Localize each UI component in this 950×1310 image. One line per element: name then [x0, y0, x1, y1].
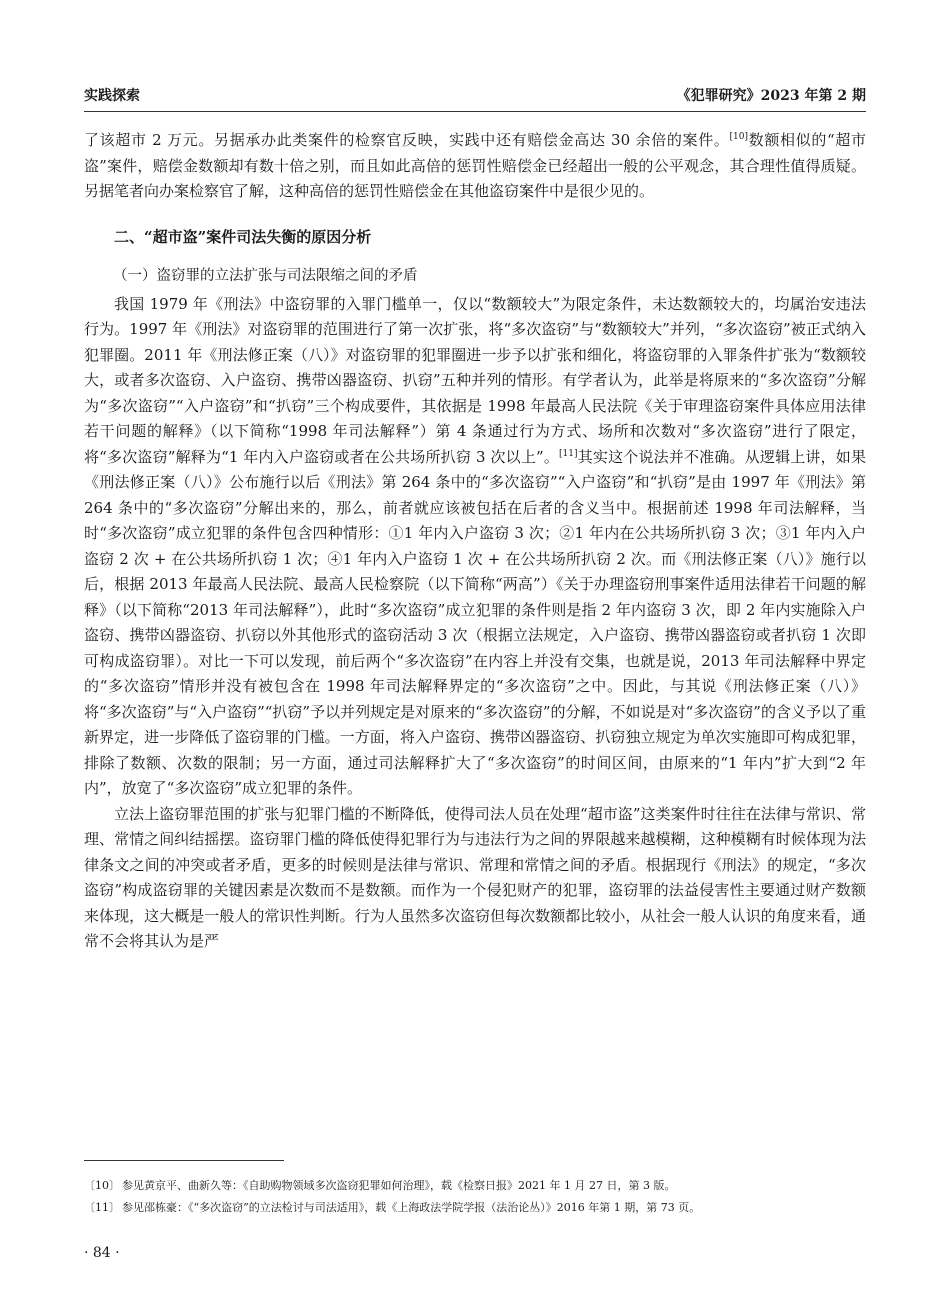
paragraph	[84, 802, 866, 955]
paragraph-continued	[84, 128, 866, 205]
footnote-text: 参见邵栋豪：《“多次盗窃”的立法检讨与司法适用》，载《上海政法学院学报（法治论丛）》2016 年第 1 期，第 73 页。	[122, 1201, 701, 1214]
paragraph-text: 其实这个说法并不准确。从逻辑上讲，如果《刑法修正案（八）》公布施行以后《刑法》第 264 条中的“多次盗窃”“入户盗窃”和“扒窃”是由 1997 年《刑法》第 264 条中的“多次盗窃”分解出来的，那么，前者就应该被包括在后者的含义当中。根据前述 1998 年司法解释，当时“多次盗窃”成立犯罪的条件包含四种情形：①1 年内入户盗窃 3 次；②1 年内在公共场所扒窃 3 次；③1 年内入户盗窃 2 次 + 在公共场所扒窃 1 次；④1 年内入户盗窃 1 次 + 在公共场所扒窃 2 次。而《刑法修正案（八）》施行以后，根据 2013 年最高人民法院、最高人民检察院（以下简称“两高”）《关于办理盗窃刑事案件适用法律若干问题的解释》（以下简称“2013 年司法解释”），此时“多次盗窃”成立犯罪的条件则是指 2 年内盗窃 3 次，即 2 年内实施除入户盗窃、携带凶器盗窃、扒窃以外其他形式的盗窃活动 3 次（根据立法规定，入户盗窃、携带凶器盗窃或者扒窃 1 次即可构成盗窃罪）。对比一下可以发现，前后两个“多次盗窃”在内容上并没有交集，也就是说，2013 年司法解释中界定的“多次盗窃”情形并没有被包含在 1998 年司法解释界定的“多次盗窃”之中。因此，与其说《刑法修正案（八）》将“多次盗窃”与“入户盗窃”“扒窃”予以并列规定是对原来的“多次盗窃”的分解，不如说是对“多次盗窃”的含义予以了重新界定，进一步降低了盗窃罪的门槛。一方面，将入户盗窃、携带凶器盗窃、扒窃独立规定为单次实施即可构成犯罪，排除了数额、次数的限制；另一方面，通过司法解释扩大了“多次盗窃”的时间区间，由原来的“1 年内”扩大到“2 年内”，放宽了“多次盗窃”成立犯罪的条件。	[84, 447, 866, 797]
footnote-11	[84, 1197, 866, 1219]
paragraph	[84, 292, 866, 802]
header-divider	[84, 111, 866, 112]
footnote-divider	[84, 1160, 284, 1161]
running-header	[84, 83, 866, 109]
footnote-text: 参见黄京平、曲新久等：《自助购物领域多次盗窃犯罪如何治理》，载《检察日报》2021 年 1 月 27 日，第 3 版。	[122, 1179, 676, 1192]
paragraph-text: 了该超市 2 万元。另据承办此类案件的检察官反映，实践中还有赔偿金高达 30 余倍的案件。	[84, 131, 730, 149]
footnote-number: 〔10〕	[84, 1179, 120, 1192]
footnote-ref-10[interactable]: [10]	[729, 132, 749, 142]
paragraph-text: 数额相似的“超市盗”案件，赔偿金数额却有数十倍之别，而且如此高倍的惩罚性赔偿金已经超出一般的公平观念，其合理性值得质疑。另据笔者向办案检察官了解，这种高倍的惩罚性赔偿金在其他盗窃案件中是很少见的。	[84, 131, 866, 200]
paragraph-text: 我国 1979 年《刑法》中盗窃罪的入罪门槛单一，仅以“数额较大”为限定条件，未达数额较大的，均属治安违法行为。1997 年《刑法》对盗窃罪的范围进行了第一次扩张，将“多次盗窃”与“数额较大”并列，“多次盗窃”被正式纳入犯罪圈。2011 年《刑法修正案（八）》对盗窃罪的犯罪圈进一步予以扩张和细化，将盗窃罪的入罪条件扩张为“数额较大，或者多次盗窃、入户盗窃、携带凶器盗窃、扒窃”五种并列的情形。有学者认为，此举是将原来的“多次盗窃”分解为“多次盗窃”“入户盗窃”和“扒窃”三个构成要件，其依据是 1998 年最高人民法院《关于审理盗窃案件具体应用法律若干问题的解释》（以下简称“1998 年司法解释”）第 4 条通过行为方式、场所和次数对“多次盗窃”进行了限定，将“多次盗窃”解释为“1 年内入户盗窃或者在公共场所扒窃 3 次以上”。	[84, 294, 866, 466]
header-journal-issue: 《犯罪研究》2023 年第 2 期	[676, 88, 866, 104]
section-heading: 二、“超市盗”案件司法失衡的原因分析	[114, 227, 372, 246]
footnotes	[84, 1175, 866, 1219]
footnote-number: 〔11〕	[84, 1201, 120, 1214]
paragraph-text: 立法上盗窃罪范围的扩张与犯罪门槛的不断降低，使得司法人员在处理“超市盗”这类案件时往往在法律与常识、常理、常情之间纠结摇摆。盗窃罪门槛的降低使得犯罪行为与违法行为之间的界限越来越模糊，这种模糊有时候体现为法律条文之间的冲突或者矛盾，更多的时候则是法律与常识、常理和常情之间的矛盾。根据现行《刑法》的规定，“多次盗窃”构成盗窃罪的关键因素是次数而不是数额。而作为一个侵犯财产的犯罪，盗窃罪的法益侵害性主要通过财产数额来体现，这大概是一般人的常识性判断。行为人虽然多次盗窃但每次数额都比较小，从社会一般人认识的角度来看，通常不会将其认为是严	[84, 804, 866, 950]
subsection-heading: （一）盗窃罪的立法扩张与司法限缩之间的矛盾	[113, 268, 418, 284]
article-body	[84, 128, 866, 955]
footnote-ref-11[interactable]: [11]	[559, 448, 578, 459]
header-section-label: 实践探索	[84, 88, 140, 104]
footnote-10	[84, 1175, 866, 1197]
page-number: · 84 ·	[84, 1245, 120, 1261]
